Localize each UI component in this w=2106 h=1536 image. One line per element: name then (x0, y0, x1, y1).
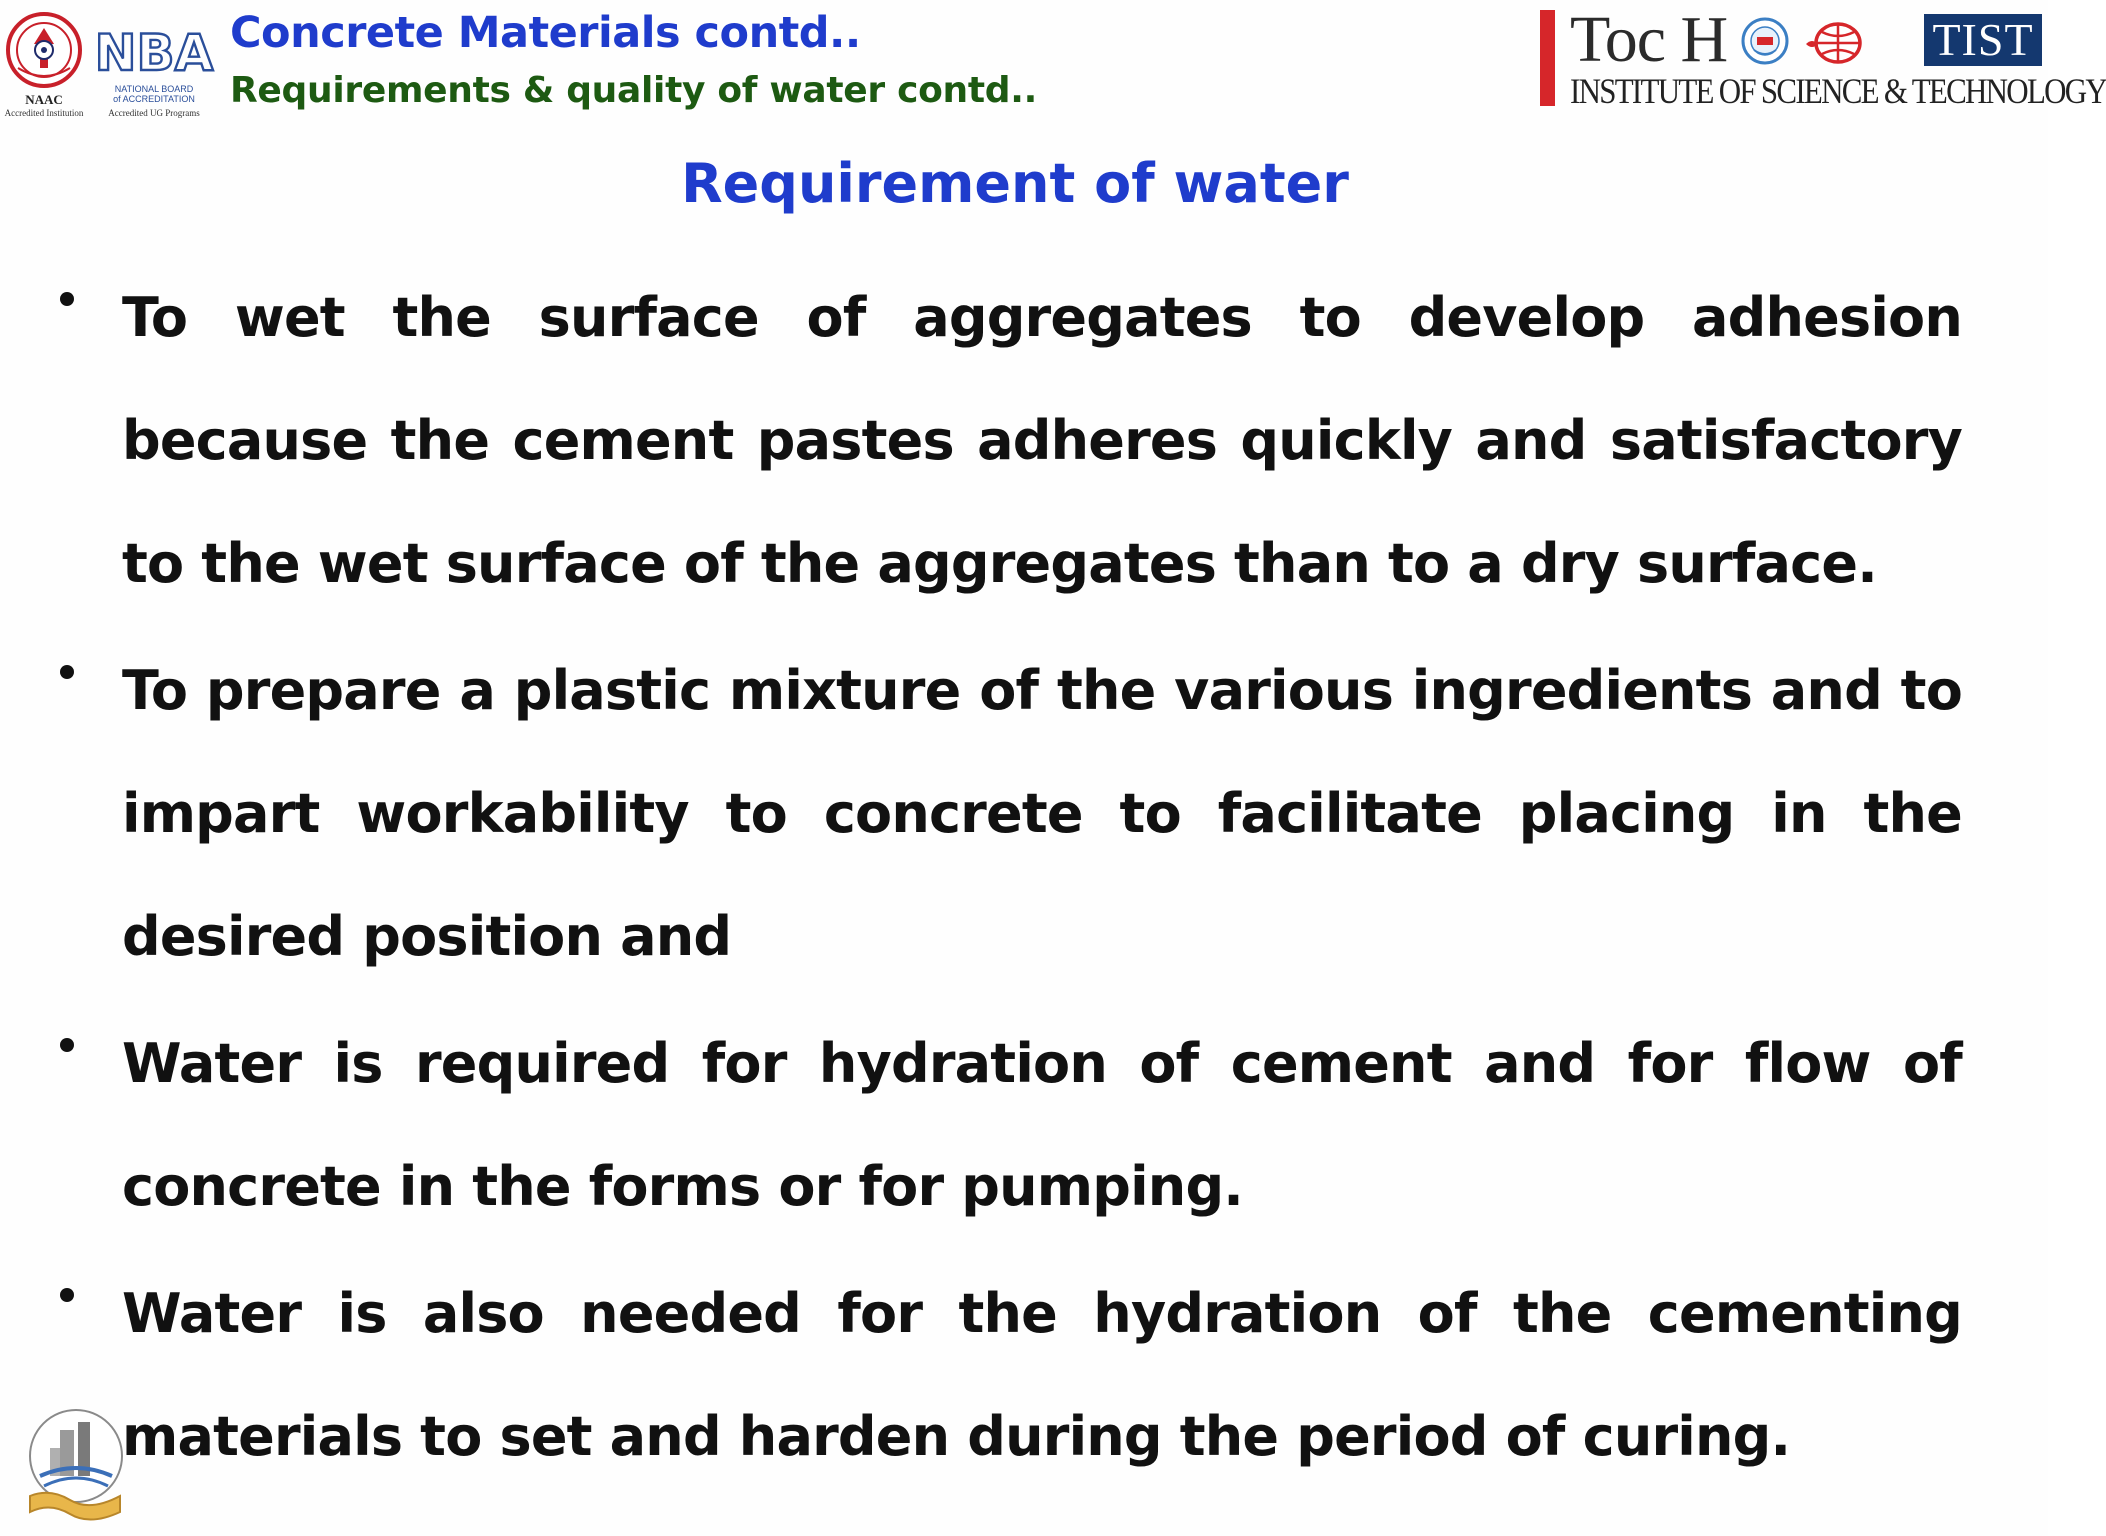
bullet-dot-icon (60, 292, 74, 306)
club-logo-icon (20, 1400, 130, 1530)
bullet-item (52, 1002, 1962, 1248)
nba-line1: NATIONAL BOARD (114, 84, 194, 94)
svg-text:NBA: NBA (94, 24, 214, 82)
bullet-item (52, 629, 1962, 998)
bullet-item (52, 1252, 1962, 1498)
globe-lamp-icon (1804, 20, 1870, 66)
bullet-dot-icon (60, 1288, 74, 1302)
bullet-text: To prepare a plastic mixture of the various ingredients and to impart workability to concrete to facilitate placing in the desired position and (122, 659, 1962, 968)
topic-title: Concrete Materials contd.. (230, 8, 861, 58)
brand-red-bar (1540, 10, 1555, 106)
nba-logo (94, 20, 214, 120)
bullet-text: To wet the surface of aggregates to develop adhesion because the cement pastes adheres quickly and satisfactory to the wet surface of the aggregates than to a dry surface. (122, 286, 1962, 595)
bullet-list (52, 256, 1962, 1502)
bullet-text: Water is required for hydration of cement and for flow of concrete in the forms or for pumping. (122, 1032, 1962, 1218)
naac-caption: Accredited Institution (4, 108, 84, 118)
brand-name: Toc H (1570, 3, 1728, 76)
slide-heading: Requirement of water (681, 152, 1349, 215)
institute-brand (1540, 3, 2106, 112)
bullet-item (52, 256, 1962, 625)
naac-emblem-icon (4, 10, 84, 90)
nba-wordmark-icon (94, 20, 214, 82)
tist-seal-icon (1740, 14, 1790, 68)
nba-line2: of ACCREDITATION (113, 94, 195, 104)
naac-logo (4, 10, 84, 120)
bullet-text: Water is also needed for the hydration of the cementing materials to set and harden during the period of curing. (122, 1282, 1962, 1468)
institute-full-name: INSTITUTE OF SCIENCE & TECHNOLOGY (1570, 71, 2106, 111)
naac-name: NAAC (25, 92, 63, 107)
nba-caption: Accredited UG Programs (108, 108, 200, 118)
tist-badge: TIST (1924, 14, 2042, 66)
bullet-dot-icon (60, 1038, 74, 1052)
bullet-dot-icon (60, 665, 74, 679)
topic-subtitle: Requirements & quality of water contd.. (230, 70, 1038, 111)
